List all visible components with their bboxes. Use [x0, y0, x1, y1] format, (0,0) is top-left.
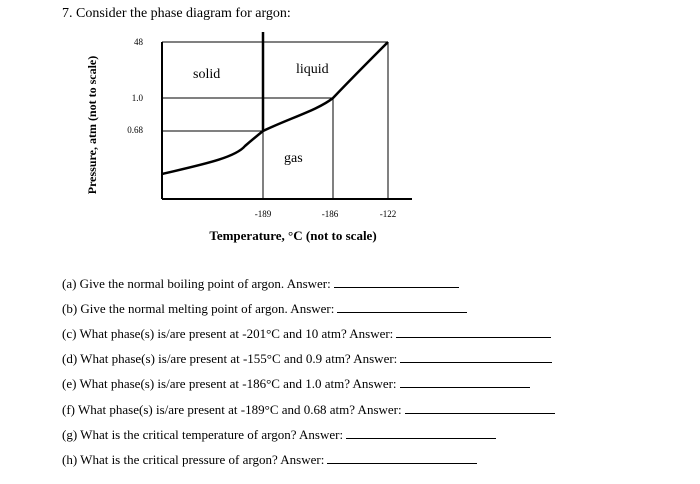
question-text: (d) What phase(s) is/are present at -155°C and 0.9 atm? Answer: [62, 351, 398, 366]
question-item [62, 427, 496, 443]
y-axis-label: Pressure, atm (not to scale) [85, 55, 99, 195]
y-tick-label: 1.0 [131, 93, 143, 103]
answer-blank[interactable] [400, 376, 530, 388]
question-text: (b) Give the normal melting point of argon. Answer: [62, 301, 335, 316]
x-tick-label: -186 [321, 209, 339, 219]
y-tick-label: 48 [134, 37, 143, 47]
question-text: (a) Give the normal boiling point of argon. Answer: [62, 276, 331, 291]
x-axis-label: Temperature, °C (not to scale) [209, 228, 377, 243]
question-text: (h) What is the critical pressure of argon? Answer: [62, 452, 325, 467]
question-item [62, 376, 530, 392]
x-tick-label: -122 [379, 209, 397, 219]
question-item [62, 452, 477, 468]
question-item [62, 301, 467, 317]
answer-blank[interactable] [396, 326, 551, 338]
answer-blank[interactable] [400, 351, 552, 363]
question-item [62, 351, 552, 367]
question-text: (g) What is the critical temperature of argon? Answer: [62, 427, 344, 442]
question-title: 7. Consider the phase diagram for argon: [62, 6, 291, 21]
answer-blank[interactable] [337, 301, 467, 313]
question-text: (c) What phase(s) is/are present at -201°C and 10 atm? Answer: [62, 326, 394, 341]
y-tick-label: 0.68 [127, 125, 143, 135]
question-text: (e) What phase(s) is/are present at -186°C and 1.0 atm? Answer: [62, 376, 397, 391]
x-tick-label: -189 [254, 209, 272, 219]
answer-blank[interactable] [346, 427, 496, 439]
question-item [62, 276, 459, 292]
answer-blank[interactable] [405, 402, 555, 414]
question-text: (f) What phase(s) is/are present at -189°C and 0.68 atm? Answer: [62, 402, 402, 417]
answer-blank[interactable] [327, 452, 477, 464]
question-item [62, 326, 551, 342]
region-solid-label: solid [193, 67, 221, 82]
question-item [62, 402, 555, 418]
region-liquid-label: liquid [296, 62, 329, 77]
region-gas-label: gas [284, 151, 303, 166]
answer-blank[interactable] [334, 276, 459, 288]
